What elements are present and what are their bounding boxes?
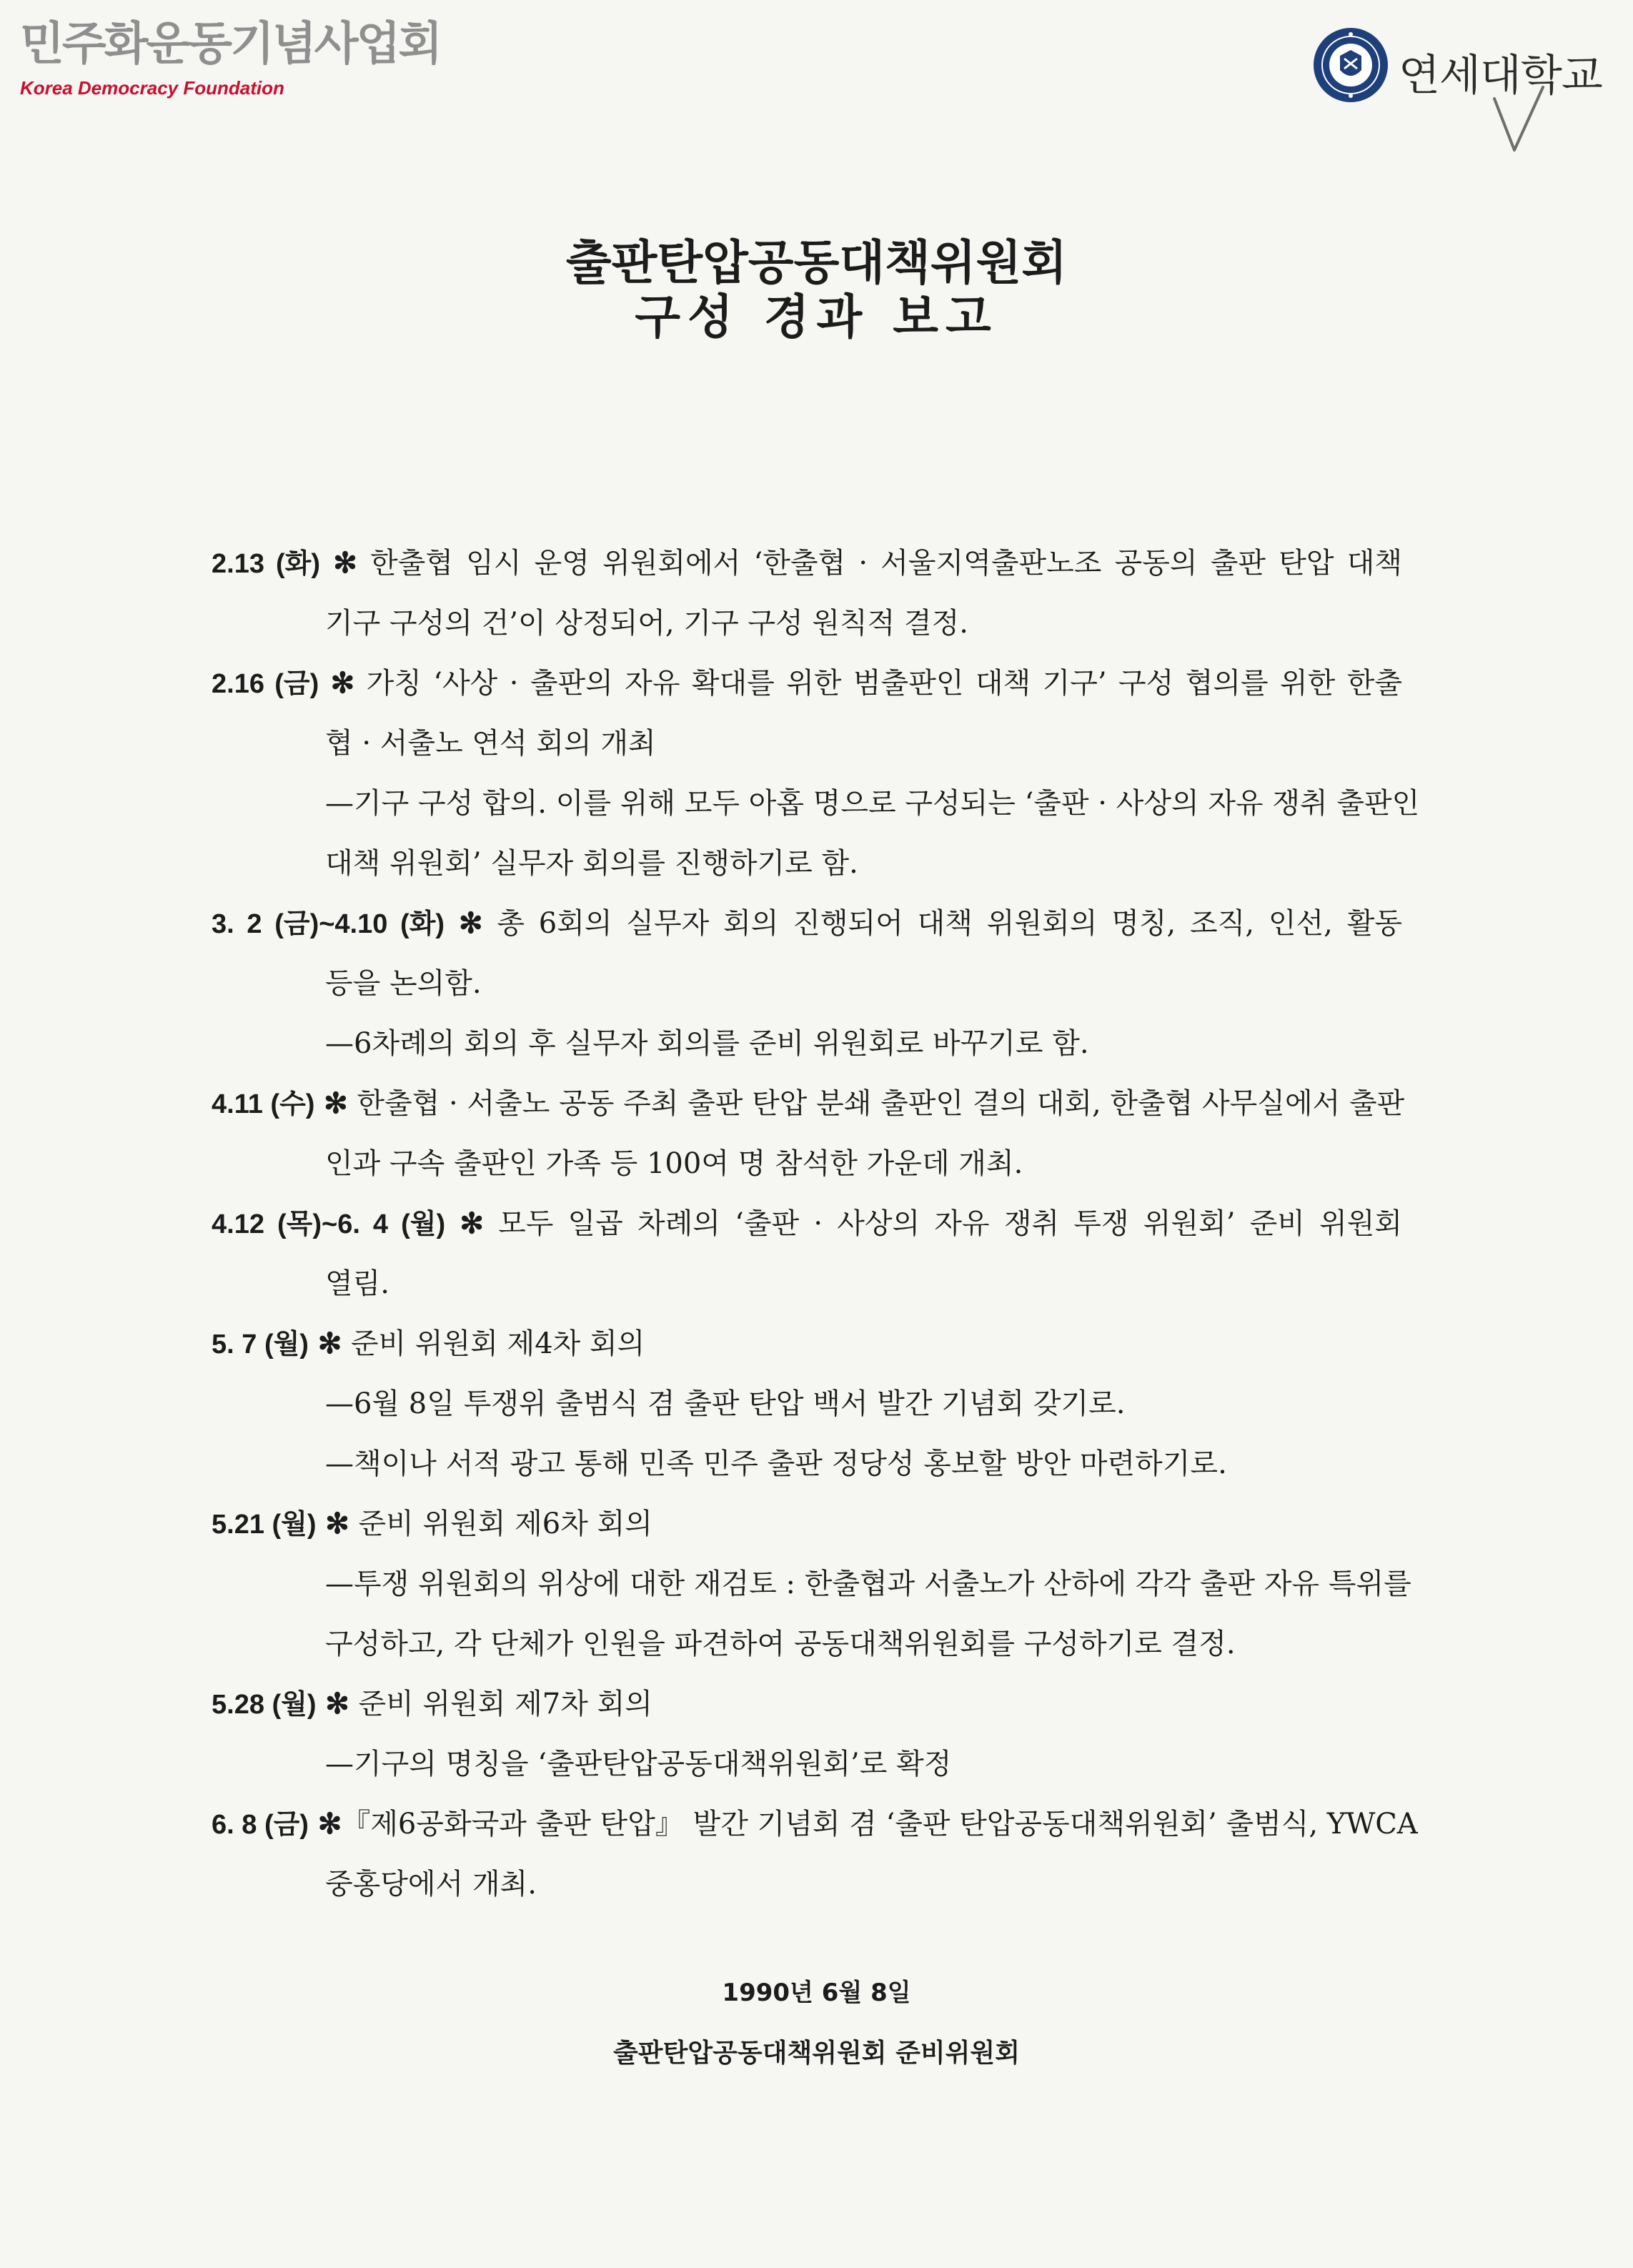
entry-date: 5.21 (월) (212, 1510, 317, 1540)
yonsei-university-logo (1311, 26, 1612, 147)
entry-text: 총 6회의 실무자 회의 진행되어 대책 위원회의 명칭, 조직, 인선, 활동 (497, 907, 1403, 940)
entry-date: 2.16 (금) (212, 669, 319, 699)
entry-line: —투쟁 위원회의 위상에 대한 재검토 : 한출협과 서출노가 산하에 각각 출판 자유 특위를 (325, 1568, 1411, 1600)
asterisk-icon: ✻ (317, 1807, 342, 1841)
entry-line (212, 546, 1402, 581)
entry-date: 5. 7 (월) (212, 1329, 309, 1360)
entry-text: 준비 위원회 제7차 회의 (358, 1688, 652, 1720)
asterisk-icon: ✻ (333, 546, 357, 580)
entry-date: 4.12 (목)~6. 4 (월) (212, 1209, 446, 1239)
entry-line (212, 906, 1402, 941)
asterisk-icon: ✻ (325, 1507, 349, 1540)
entry-line: 중홍당에서 개최. (325, 1868, 537, 1901)
asterisk-icon: ✻ (324, 1086, 348, 1120)
entry-line (212, 1687, 652, 1722)
yonsei-seal-icon (1311, 26, 1390, 104)
entry-text: 한출협 · 서출노 공동 주최 출판 탄압 분쇄 출판인 결의 대회, 한출협 사무실에서 출판 (357, 1087, 1405, 1120)
korea-democracy-foundation-logo (20, 18, 441, 99)
entry-line: —책이나 서적 광고 통해 민족 민주 출판 정당성 홍보할 방안 마련하기로. (325, 1447, 1227, 1480)
entry-text: 『제6공화국과 출판 탄압』 발간 기념회 겸 ‘출판 탄압공동대책위원회’ 출범식, YWCA (342, 1808, 1418, 1841)
entry-line: 구성하고, 각 단체가 인원을 파견하여 공동대책위원회를 구성하기로 결정. (325, 1628, 1236, 1660)
yonsei-name: 연세대학교 (1399, 51, 1602, 101)
asterisk-icon: ✻ (458, 906, 483, 940)
entry-line (212, 1507, 652, 1542)
entry-line: —6월 8일 투쟁위 출범식 겸 출판 탄압 백서 발간 기념회 갖기로. (325, 1387, 1126, 1420)
entry-line (212, 1327, 645, 1362)
entry-line: —6차례의 회의 후 실무자 회의를 준비 위원회로 바꾸기로 함. (325, 1027, 1089, 1060)
kdf-logo-english: Korea Democracy Foundation (20, 77, 284, 99)
check-mark-icon (1490, 84, 1547, 156)
entry-line: 기구 구성의 건’이 상정되어, 기구 구성 원칙적 결정. (325, 607, 968, 640)
entry-line (212, 1086, 1405, 1121)
entry-date: 5.28 (월) (212, 1690, 317, 1720)
entry-line (212, 666, 1402, 701)
entry-text: 가칭 ‘사상 · 출판의 자유 확대를 위한 범출판인 대책 기구’ 구성 협의를 위한 한출 (366, 667, 1403, 700)
asterisk-icon: ✻ (460, 1207, 484, 1240)
entry-line (212, 1807, 1418, 1842)
entry-line: —기구 구성 합의. 이를 위해 모두 아홉 명으로 구성되는 ‘출판 · 사상의 자유 쟁취 출판인 (325, 787, 1420, 820)
entry-line: 열림. (325, 1267, 389, 1300)
kdf-logo-korean: 민주화운동기념사업회 (20, 18, 441, 71)
entry-date: 2.13 (화) (212, 549, 321, 579)
entry-text: 한출협 임시 운영 위원회에서 ‘한출협 · 서울지역출판노조 공동의 출판 탄압 대책 (369, 547, 1402, 580)
document-date: 1990년 6월 8일 (722, 1979, 911, 2007)
entry-text: 준비 위원회 제4차 회의 (350, 1327, 645, 1360)
entry-line: —기구의 명칭을 ‘출판탄압공동대책위원회’로 확정 (325, 1748, 952, 1781)
entry-line: 협 · 서출노 연석 회의 개최 (325, 727, 656, 760)
entry-line: 등을 논의함. (325, 967, 482, 1000)
entry-line: 인과 구속 출판인 가족 등 100여 명 참석한 가운데 개최. (325, 1147, 1023, 1180)
document-subtitle: 구성 경과 보고 (635, 289, 998, 345)
entry-date: 4.11 (수) (212, 1089, 315, 1119)
entry-line: 대책 위원회’ 실무자 회의를 진행하기로 함. (325, 847, 858, 880)
entry-line (212, 1207, 1402, 1242)
asterisk-icon: ✻ (325, 1687, 349, 1720)
entry-date: 6. 8 (금) (212, 1810, 309, 1840)
entry-text: 준비 위원회 제6차 회의 (358, 1507, 652, 1540)
asterisk-icon: ✻ (317, 1327, 342, 1360)
entry-text: 모두 일곱 차례의 ‘출판 · 사상의 자유 쟁취 투쟁 위원회’ 준비 위원회 (498, 1207, 1403, 1240)
asterisk-icon: ✻ (330, 666, 355, 700)
entry-date: 3. 2 (금)~4.10 (화) (212, 909, 445, 939)
document-title: 출판탄압공동대책위원회 (565, 234, 1068, 290)
document-signature: 출판탄압공동대책위원회 준비위원회 (613, 2039, 1020, 2068)
